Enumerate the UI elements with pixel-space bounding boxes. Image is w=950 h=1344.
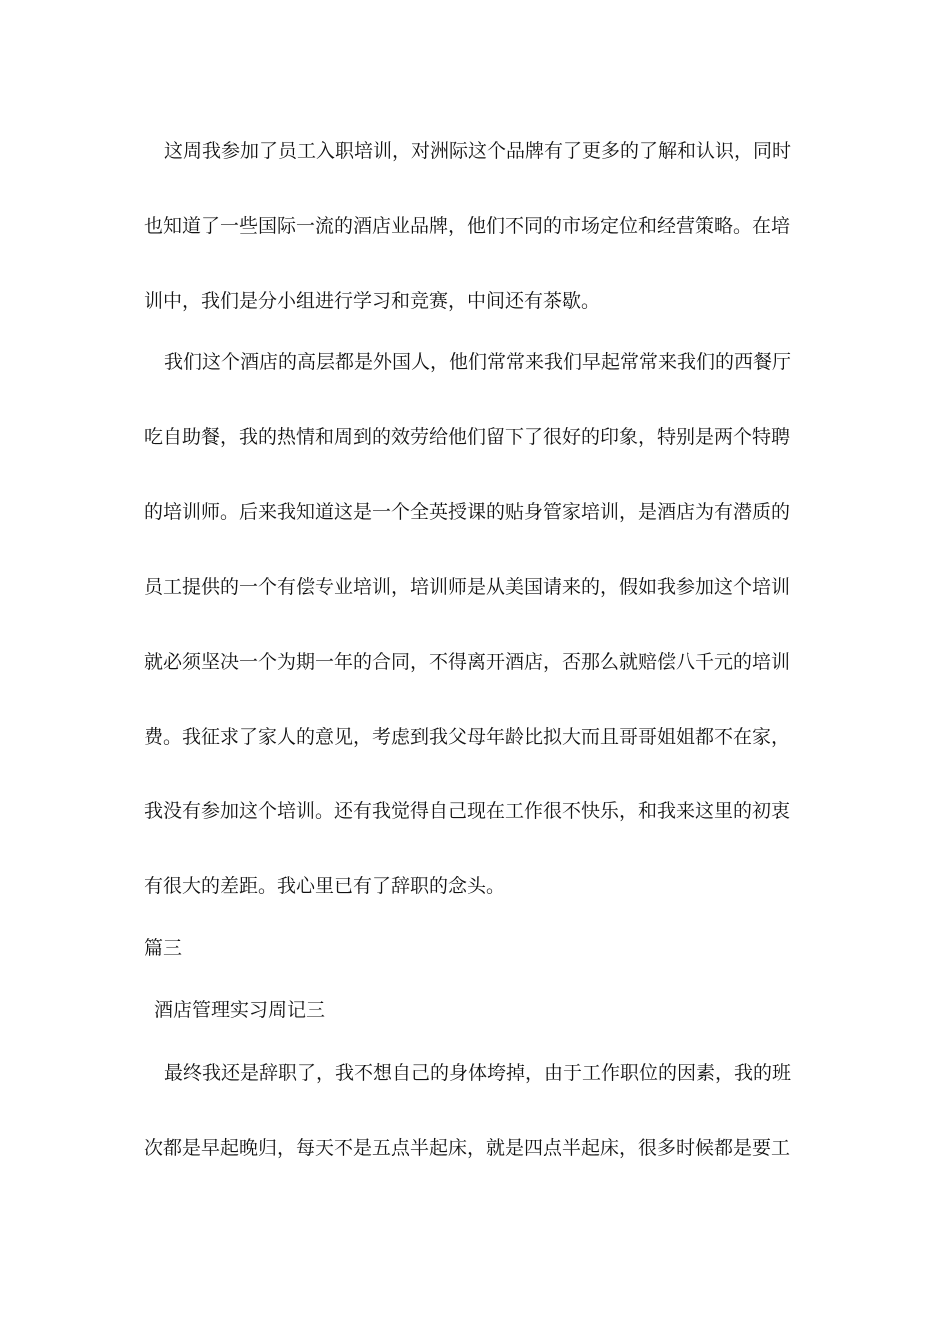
paragraph-line: 的培训师。后来我知道这是一个全英授课的贴身管家培训，是酒店为有潜质的 <box>144 501 791 523</box>
section-heading: 篇三 <box>144 937 183 959</box>
paragraph-line: 员工提供的一个有偿专业培训，培训师是从美国请来的，假如我参加这个培训 <box>144 576 791 598</box>
paragraph-line: 就必须坚决一个为期一年的合同，不得离开酒店，否那么就赔偿八千元的培训 <box>144 651 791 673</box>
paragraph-line: 这周我参加了员工入职培训，对洲际这个品牌有了更多的了解和认识，同时 <box>164 140 792 162</box>
paragraph-line: 训中，我们是分小组进行学习和竞赛，中间还有茶歇。 <box>144 290 601 312</box>
paragraph-line: 有很大的差距。我心里已有了辞职的念头。 <box>144 875 506 897</box>
paragraph-line: 次都是早起晚归，每天不是五点半起床，就是四点半起床，很多时候都是要工 <box>144 1137 791 1159</box>
section-title: 酒店管理实习周记三 <box>154 999 326 1021</box>
paragraph-line: 吃自助餐，我的热情和周到的效劳给他们留下了很好的印象，特别是两个特聘 <box>144 426 791 448</box>
paragraph-line: 我没有参加这个培训。还有我觉得自己现在工作很不快乐，和我来这里的初衷 <box>144 800 791 822</box>
paragraph-line: 费。我征求了家人的意见，考虑到我父母年龄比拟大而且哥哥姐姐都不在家， <box>144 726 791 748</box>
paragraph-line: 我们这个酒店的高层都是外国人，他们常常来我们早起常常来我们的西餐厅 <box>164 351 792 373</box>
paragraph-line: 最终我还是辞职了，我不想自己的身体垮掉，由于工作职位的因素，我的班 <box>164 1062 792 1084</box>
paragraph-line: 也知道了一些国际一流的酒店业品牌，他们不同的市场定位和经营策略。在培 <box>144 215 791 237</box>
